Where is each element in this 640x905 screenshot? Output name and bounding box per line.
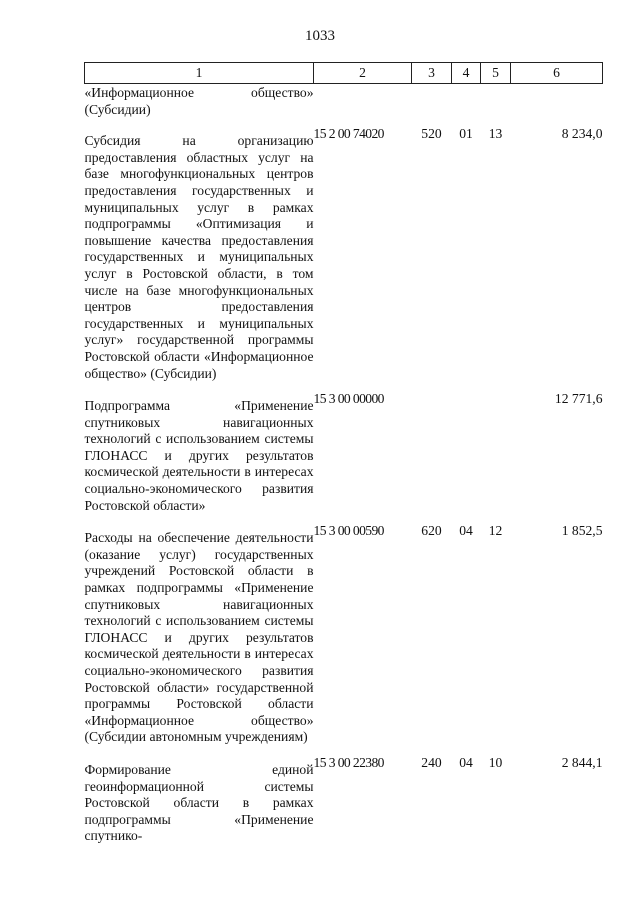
budget-table: [84, 62, 603, 854]
row-col-3: 520: [421, 126, 442, 142]
row-col-4: [452, 84, 481, 127]
table-row: [85, 755, 603, 854]
header-col-4: 4: [452, 63, 481, 84]
row-code: 15 3 00 00000: [313, 391, 384, 407]
row-col-5: [481, 84, 511, 127]
row-amount: 2 844,1: [561, 754, 603, 770]
row-col-4: 04: [459, 523, 473, 539]
row-code: [314, 84, 412, 127]
row-col-5: [481, 391, 511, 523]
row-col-4: 01: [459, 126, 473, 142]
row-amount: 1 852,5: [561, 523, 603, 539]
page-number: 1033: [305, 28, 335, 44]
row-code: 15 2 00 74020: [313, 126, 384, 142]
row-col-4: [452, 391, 481, 523]
header-row: [85, 63, 603, 84]
header-col-1: 1: [85, 63, 314, 84]
table-row: [85, 126, 603, 391]
table-row: [85, 84, 603, 127]
row-col-3: 620: [421, 523, 442, 539]
header-col-2: 2: [314, 63, 412, 84]
row-amount: [511, 84, 603, 127]
row-description: Подпрограмма «Применение спутниковых навигационных технологий с использованием системы ГЛОНАСС и других результатов космической деятельности в интересах социально-экономического развития Ростовской области»: [84, 398, 314, 513]
row-description: Формирование единой геоинформационной системы Ростовской области в рамках подпрограммы «Применение спутнико-: [84, 761, 314, 844]
header-col-6: 6: [511, 63, 603, 84]
row-col-3: [412, 84, 452, 127]
row-col-4: 04: [459, 754, 473, 770]
header-col-3: 3: [412, 63, 452, 84]
row-col-5: 13: [488, 126, 503, 142]
row-amount: 12 771,6: [554, 391, 603, 407]
row-code: 15 3 00 00590: [313, 523, 384, 539]
row-code: 15 3 00 22380: [313, 754, 384, 770]
table-row: [85, 523, 603, 755]
row-col-5: 12: [488, 523, 503, 539]
row-description: «Информационное общество» (Субсидии): [84, 85, 314, 117]
row-col-3: 240: [421, 754, 442, 770]
row-col-5: 10: [488, 754, 503, 770]
row-description: Субсидия на организацию предоставления областных услуг на базе многофункциональных центров предоставления государственных и муниципальных услуг в рамках подпрограммы «Оптимизация и повышение качества предоставления государственных и муниципальных услуг в Ростовской области, в том числе на базе многофункциональных центров предоставления государственных и муниципальных услуг» государственной программы Ростовской области «Информационное общество» (Субсидии): [84, 133, 314, 381]
row-amount: 8 234,0: [561, 126, 603, 142]
table-row: [85, 391, 603, 523]
header-col-5: 5: [481, 63, 511, 84]
row-description: Расходы на обеспечение деятельности (оказание услуг) государственных учреждений Ростовской области в рамках подпрограммы «Применение спутниковых навигационных технологий с использованием системы ГЛОНАСС и других результатов космической деятельности в интересах социально-экономического развития Ростовской области» государственной программы Ростовской области «Информационное общество» (Субсидии автономным учреждениям): [84, 530, 314, 745]
row-col-3: [412, 391, 452, 523]
